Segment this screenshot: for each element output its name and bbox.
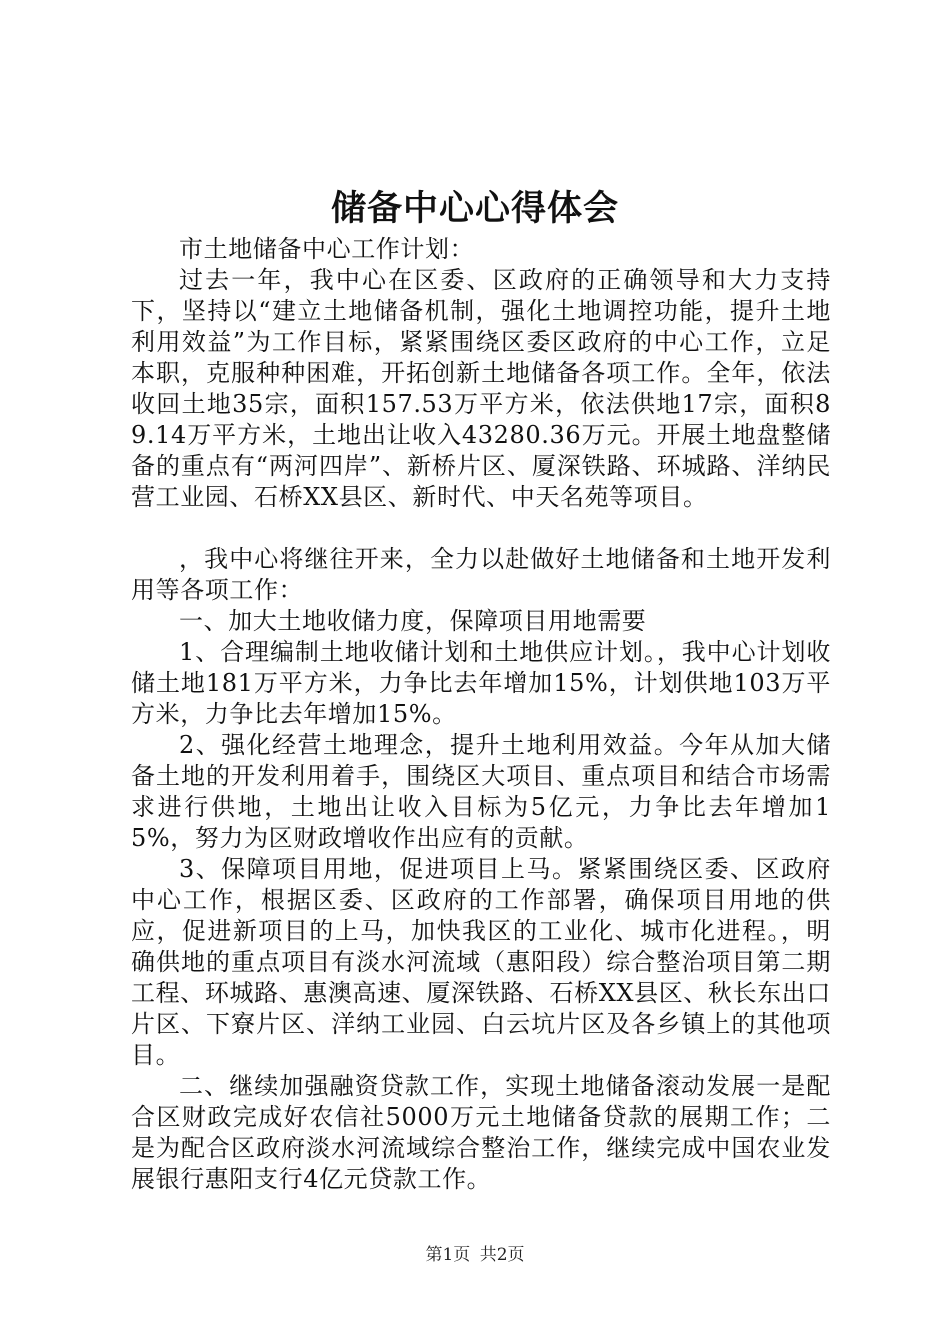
body-paragraph: 1、合理编制土地收储计划和土地供应计划。，我中心计划收储土地181万平方米，力争比去年增加15%，计划供地103万平方米，力争比去年增加15%。 bbox=[131, 638, 831, 728]
body-paragraph: 过去一年，我中心在区委、区政府的正确领导和大力支持下，坚持以“建立土地储备机制，强化土地调控功能，提升土地利用效益”为工作目标，紧紧围绕区委区政府的中心工作，立足本职，克服种种困难，开拓创新土地储备各项工作。全年，依法收回土地35宗，面积157.53万平方米，依法供地17宗，面积89.14万平方米，土地出让收入43280.36万元。开展土地盘整储备的重点有“两河四岸”、新桥片区、厦深铁路、环城路、洋纳民营工业园、石桥XX县区、新时代、中天名苑等项目。 bbox=[131, 266, 831, 511]
document-body bbox=[131, 234, 831, 1195]
page-number: 第1页 bbox=[425, 1245, 471, 1265]
section-heading: 一、加大土地收储力度，保障项目用地需要 bbox=[179, 607, 647, 635]
body-paragraph: 市土地储备中心工作计划： bbox=[179, 235, 475, 263]
page-footer bbox=[0, 1243, 950, 1267]
body-paragraph: 3、保障项目用地，促进项目上马。紧紧围绕区委、区政府中心工作，根据区委、区政府的工作部署，确保项目用地的供应，促进新项目的上马，加快我区的工业化、城市化进程。，明确供地的重点项目有淡水河流域（惠阳段）综合整治项目第二期工程、环城路、惠澳高速、厦深铁路、石桥XX县区、秋长东出口片区、下寮片区、洋纳工业园、白云坑片区及各乡镇上的其他项目。 bbox=[131, 855, 831, 1069]
body-paragraph: ，我中心将继往开来，全力以赴做好土地储备和土地开发利用等各项工作： bbox=[131, 545, 831, 604]
paragraph-spacer bbox=[131, 513, 831, 544]
body-paragraph: 二、继续加强融资贷款工作，实现土地储备滚动发展一是配合区财政完成好农信社5000万元土地储备贷款的展期工作；二是为配合区政府淡水河流域综合整治工作，继续完成中国农业发展银行惠阳支行4亿元贷款工作。 bbox=[131, 1072, 831, 1193]
body-paragraph: 2、强化经营土地理念，提升土地利用效益。今年从加大储备土地的开发利用着手，围绕区大项目、重点项目和结合市场需求进行供地，土地出让收入目标为5亿元，力争比去年增加15%，努力为区财政增收作出应有的贡献。 bbox=[131, 731, 831, 852]
document-title: 储备中心心得体会 bbox=[330, 188, 619, 229]
page-total: 共2页 bbox=[479, 1245, 525, 1265]
